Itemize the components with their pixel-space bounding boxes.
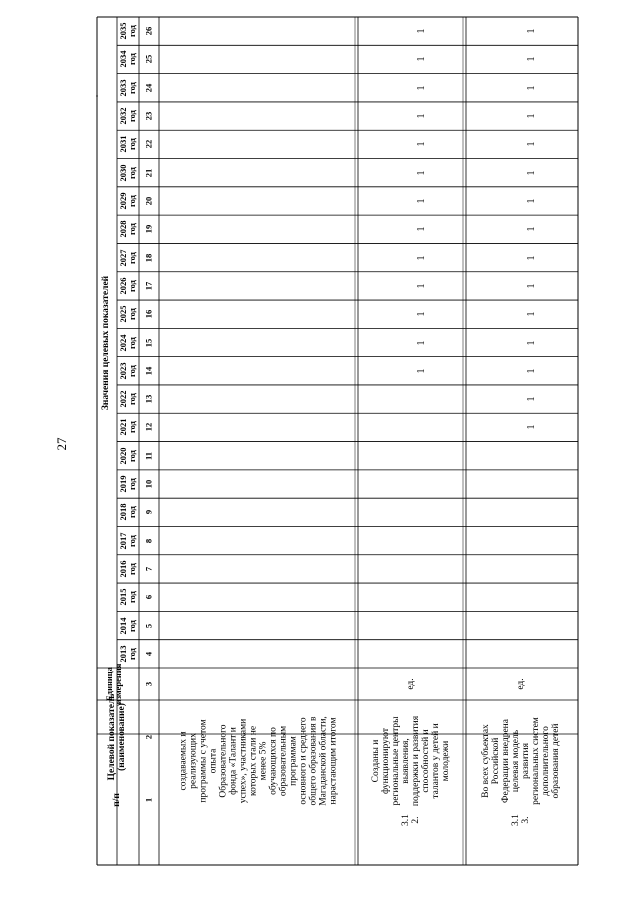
column-number: 19	[143, 225, 154, 234]
year-header: 2013 год	[118, 645, 137, 663]
header-unit: Единица измерения	[104, 663, 123, 705]
column-number: 25	[143, 55, 154, 64]
indicator-value: 1	[525, 368, 537, 374]
column-number: 9	[143, 510, 154, 515]
column-number: 11	[143, 451, 154, 460]
column-number: 7	[143, 566, 154, 572]
year-header: 2016 год	[118, 560, 137, 578]
column-number: 21	[143, 168, 154, 177]
column-number: 4	[143, 651, 154, 656]
year-header: 2030 год	[118, 164, 137, 182]
year-header: 2027 год	[118, 249, 137, 267]
column-number: 2	[143, 734, 154, 740]
column-number: 8	[143, 538, 154, 543]
indicator-name: Созданы и функционируют региональные центры выявления, поддержки и развития способностей и талантов у детей и молодежи	[371, 715, 451, 807]
year-header: 2034 год	[118, 50, 137, 68]
indicator-value: 1	[415, 198, 427, 204]
column-number: 12	[143, 423, 154, 432]
year-header: 2023 год	[118, 362, 137, 380]
indicator-value: 1	[525, 226, 537, 232]
year-header: 2021 год	[118, 418, 137, 436]
indicator-value: 1	[415, 283, 427, 289]
indicator-value: 1	[525, 396, 537, 402]
column-number: 14	[143, 366, 154, 376]
indicator-value: 1	[415, 226, 427, 232]
column-number: 1	[143, 797, 154, 802]
column-number: 3	[143, 681, 154, 687]
year-header: 2020 год	[118, 447, 137, 465]
column-number: 22	[143, 140, 154, 149]
indicator-name: создаваемых и реализующих программы с учетом опыта Образовательного фонда «Талант и успех», участниками которых стали не менее 5% обучающихся по образовательным программам основного и среднего общего образования в Магаданской области, нарастающим итогом	[177, 716, 338, 806]
column-number: 16	[143, 309, 154, 319]
indicator-value: 1	[415, 56, 427, 62]
year-header: 2029 год	[118, 192, 137, 210]
indicator-value: 1	[415, 28, 427, 34]
column-number: 24	[143, 83, 154, 92]
column-number: 26	[143, 26, 154, 36]
indicator-value: 1	[525, 113, 537, 119]
year-header: 2014 год	[118, 617, 137, 635]
column-number: 23	[143, 111, 154, 121]
indicator-value: 1	[525, 170, 537, 176]
page-number: 27	[54, 437, 69, 451]
column-number: 20	[143, 196, 154, 206]
indicator-value: 1	[525, 283, 537, 289]
year-header: 2031 год	[118, 135, 137, 153]
indicator-unit: ед.	[516, 678, 527, 690]
group-title: Значения целевых показателей	[101, 275, 112, 410]
year-header: 2032 год	[118, 107, 137, 125]
indicator-value: 1	[415, 85, 427, 91]
column-number: 17	[143, 281, 154, 291]
indicator-value: 1	[525, 198, 537, 204]
indicator-value: 1	[415, 113, 427, 119]
header-num: п/п	[112, 792, 123, 807]
indicator-value: 1	[525, 424, 537, 430]
column-number: 18	[143, 253, 154, 262]
indicator-value: 1	[415, 255, 427, 261]
row-number: 3.1 2.	[401, 813, 421, 826]
column-number: 13	[143, 394, 154, 404]
indicator-value: 1	[525, 56, 537, 62]
indicator-value: 1	[415, 170, 427, 176]
year-header: 2035 год	[118, 22, 137, 40]
indicator-unit: ед.	[406, 678, 417, 690]
column-number: 6	[143, 595, 154, 600]
year-header: 2015 год	[118, 588, 137, 606]
indicator-value: 1	[415, 368, 427, 374]
indicator-value: 1	[525, 255, 537, 261]
row-number: 3.1 3.	[511, 813, 531, 826]
column-number: 10	[143, 479, 154, 489]
year-header: 2024 год	[118, 334, 137, 351]
year-header: 2017 год	[118, 532, 137, 550]
year-header: 2028 год	[118, 220, 137, 238]
year-header: 2025 год	[118, 305, 137, 323]
year-header: 2018 год	[118, 503, 137, 521]
indicator-value: 1	[415, 311, 427, 317]
indicator-value: 1	[525, 85, 537, 91]
indicator-value: 1	[525, 311, 537, 317]
indicator-value: 1	[415, 340, 427, 345]
year-header: 2022 год	[118, 390, 137, 408]
indicator-value: 1	[525, 340, 537, 345]
column-number: 5	[143, 623, 154, 628]
column-number: 15	[143, 338, 154, 347]
year-header: 2019 год	[118, 475, 137, 493]
indicator-value: 1	[415, 141, 427, 147]
indicator-name: Во всех субъектах Российской Федерации внедрена целевая модель развития региональных систем дополнительного образования детей	[481, 717, 561, 805]
year-header: 2033 год	[118, 79, 137, 97]
indicator-value: 1	[525, 28, 537, 34]
indicator-value: 1	[525, 141, 537, 147]
year-header: 2026 год	[118, 277, 137, 295]
header-indicator: Целевой показатель (наименование)	[107, 693, 127, 781]
